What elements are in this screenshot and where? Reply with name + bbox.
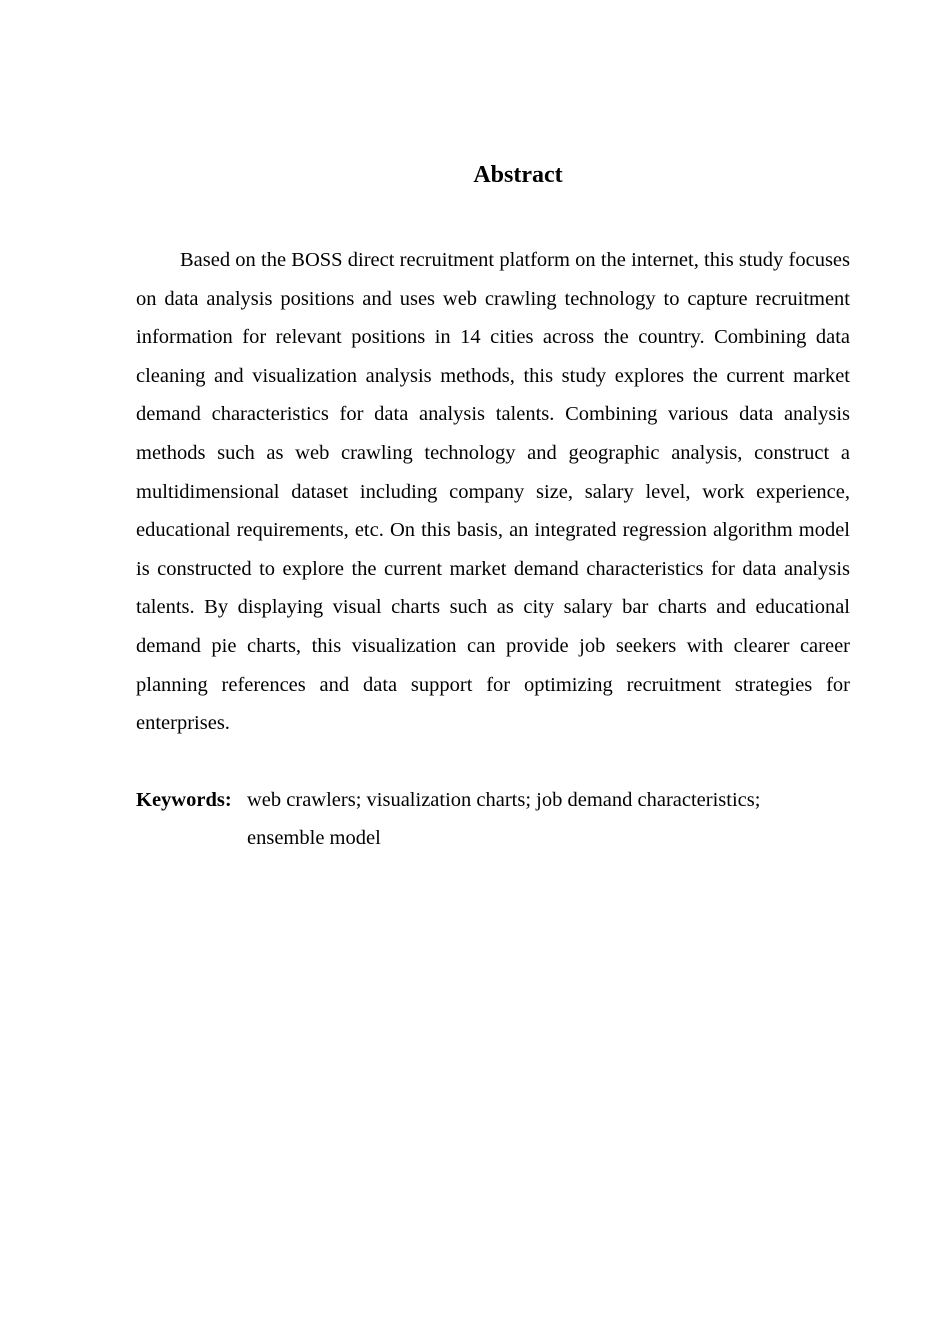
abstract-title: Abstract (473, 162, 563, 188)
keywords-line-2: ensemble model (247, 827, 381, 849)
abstract-paragraph: Based on the BOSS direct recruitment platform on the internet, this study focuses on data analysis positions and uses web crawling technology to capture recruitment information for relevant positions in 14 cities across the country. Combining data cleaning and visualization analysis methods, this study explores the current market demand characteristics for data analysis talents. Combining various data analysis methods such as web crawling technology and geographic analysis, construct a multidimensional dataset including company size, salary level, work experience, educational requirements, etc. On this basis, an integrated regression algorithm model is constructed to explore the current market demand characteristics for data analysis talents. By displaying visual charts such as city salary bar charts and educational demand pie charts, this visualization can provide job seekers with clearer career planning references and data support for optimizing recruitment strategies for enterprises. (136, 249, 850, 735)
keywords-list (247, 781, 850, 857)
keywords-line-1: web crawlers; visualization charts; job demand characteristics; (247, 789, 761, 811)
keywords-label: Keywords: (136, 789, 232, 811)
